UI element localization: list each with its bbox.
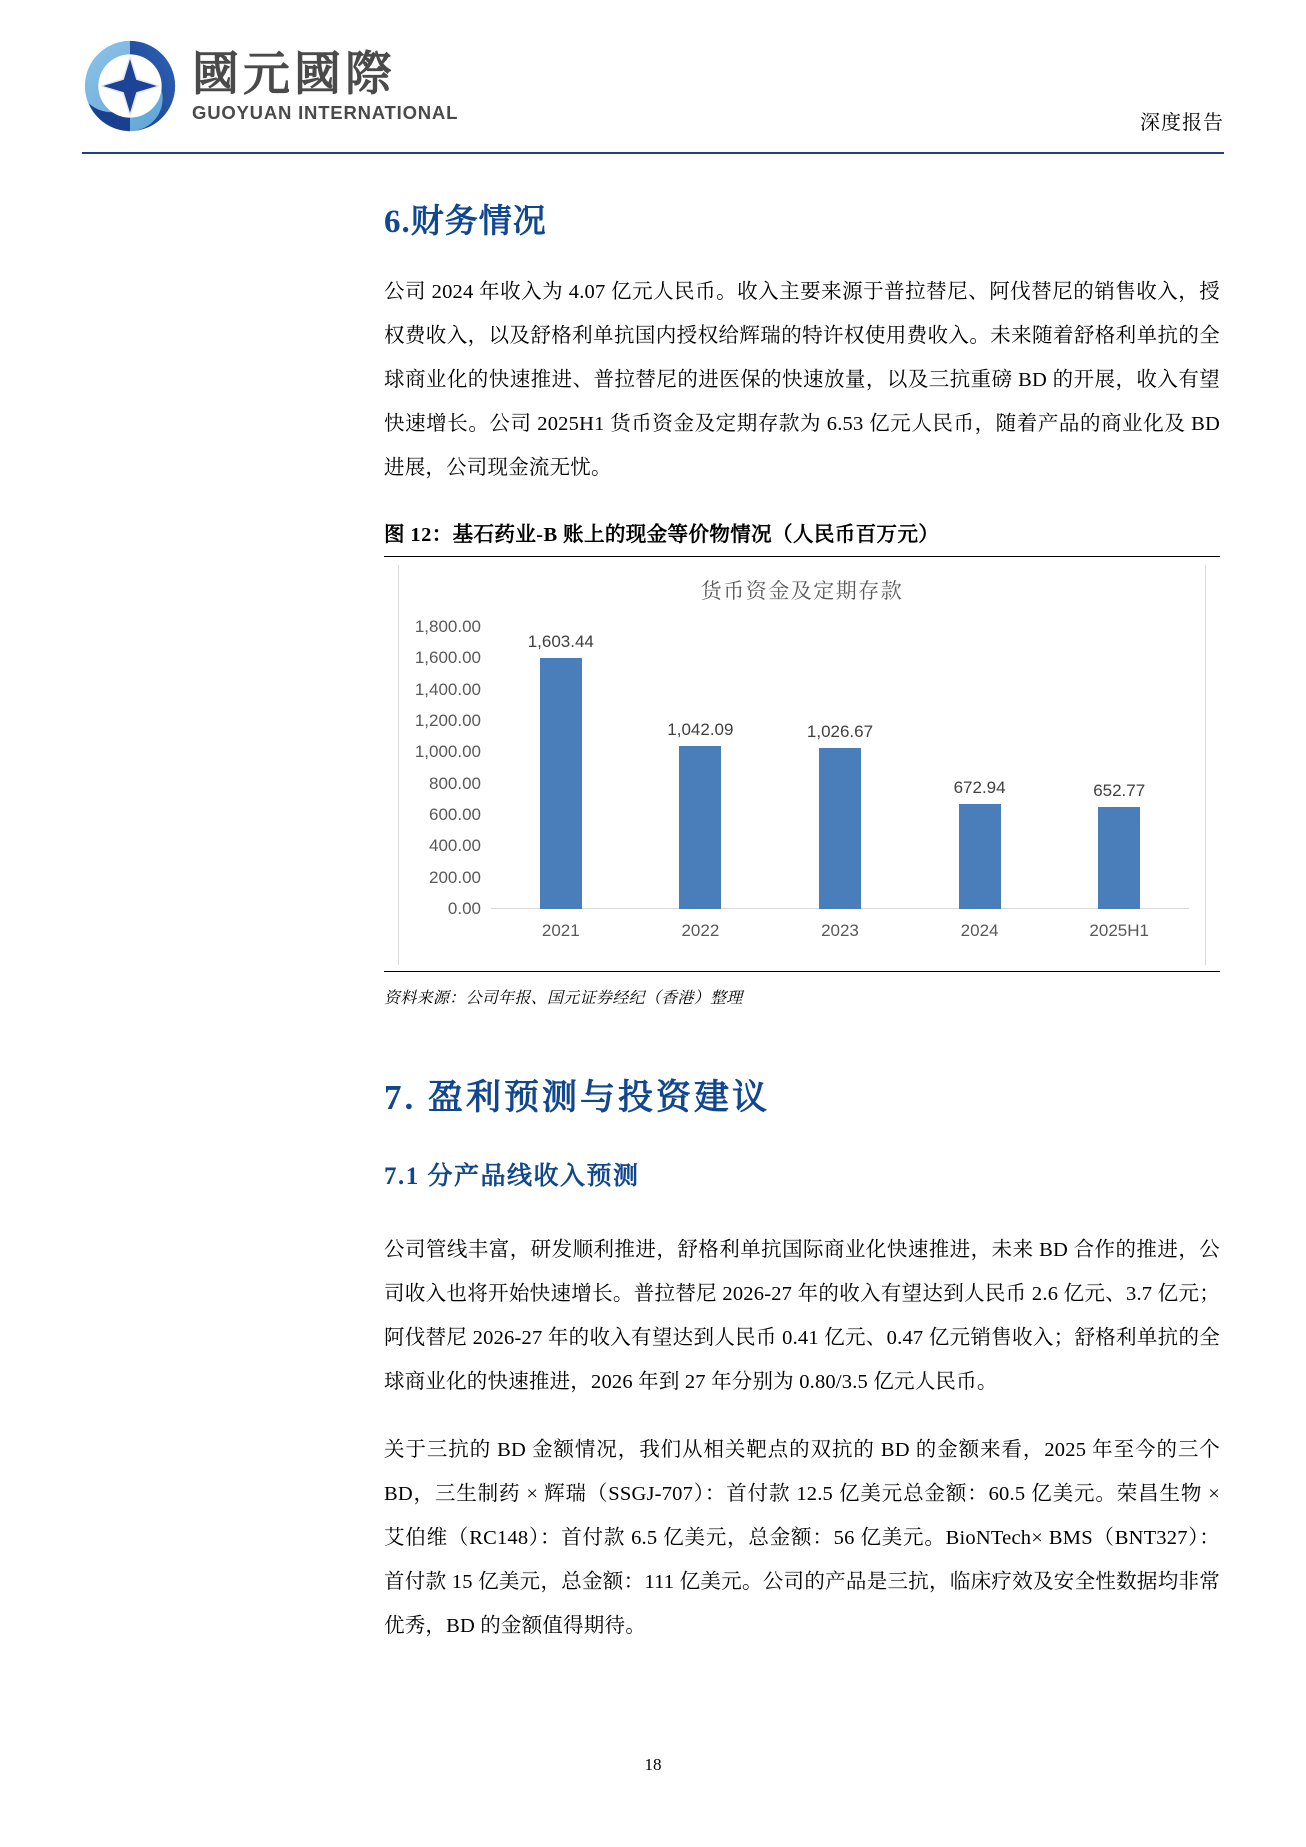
- document-body: [384, 0, 1220, 1648]
- section-7-1-paragraph-1: 公司管线丰富，研发顺利推进，舒格利单抗国际商业化快速推进，未来 BD 合作的推进，公司收入也将开始快速增长。普拉替尼 2026-27 年的收入有望达到人民币 2.6 亿元、3.7 亿元；阿伐替尼 2026-27 年的收入有望达到人民币 0.41 亿元、0.47 亿元销售收入；舒格利单抗的全球商业化的快速推进，2026 年到 27 年分别为 0.80/3.5 亿元人民币。: [384, 1239, 1220, 1393]
- chart-bar-value-label: 1,042.09: [667, 719, 734, 739]
- figure-12-box: [384, 556, 1220, 972]
- chart-y-tick: 1,800.00: [414, 617, 481, 636]
- chart-y-tick: 400.00: [429, 836, 481, 856]
- chart-title: 货币资金及定期存款: [700, 580, 904, 603]
- section-6-paragraph-1: 公司 2024 年收入为 4.07 亿元人民币。收入主要来源于普拉替尼、阿伐替尼的销售收入，授权费收入，以及舒格利单抗国内授权给辉瑞的特许权使用费收入。未来随着舒格利单抗的全球商业化的快速推进、普拉替尼的进医保的快速放量，以及三抗重磅 BD 的开展，收入有望快速增长。公司 2025H1 货币资金及定期存款为 6.53 亿元人民币，随着产品的商业化及 BD 进展，公司现金流无忧。: [384, 281, 1220, 479]
- logo-text-cn: 國元國際: [192, 46, 396, 100]
- chart-y-tick: 1,000.00: [414, 742, 481, 762]
- chart-x-tick: 2022: [681, 921, 720, 940]
- chart-bar: [540, 658, 582, 909]
- chart-bar: [679, 746, 721, 909]
- chart-bar: [819, 748, 861, 909]
- chart-bar-value-label: 1,026.67: [806, 722, 874, 742]
- section-6-heading: 6.财务情况: [384, 204, 547, 240]
- chart-bar-group: [491, 627, 631, 940]
- chart-x-tick: 2021: [541, 921, 580, 940]
- chart-bar-group: [631, 627, 771, 940]
- chart-x-tick: 2025H1: [1089, 921, 1149, 940]
- section-7-1-heading: 7.1 分产品线收入预测: [384, 1163, 640, 1190]
- logo-text-en: GUOYUAN INTERNATIONAL: [192, 101, 459, 123]
- chart-bar: [1098, 807, 1140, 909]
- chart-y-tick: 1,600.00: [414, 648, 481, 668]
- guoyuan-logo-icon: [82, 38, 178, 134]
- chart-bar-value-label: 1,603.44: [527, 631, 594, 651]
- chart-x-tick: 2023: [821, 921, 859, 940]
- chart-y-tick: 1,200.00: [414, 711, 481, 730]
- chart-bar-value-label: 672.94: [953, 777, 1006, 797]
- chart-y-tick: 200.00: [429, 867, 481, 887]
- chart-y-tick: 1,400.00: [414, 679, 481, 699]
- cash-equivalents-bar-chart: [398, 565, 1206, 965]
- section-7-1-paragraph-2: 关于三抗的 BD 金额情况，我们从相关靶点的双抗的 BD 的金额来看，2025 年至今的三个 BD，三生制药 × 辉瑞（SSGJ-707）：首付款 12.5 亿美元总金额：60.5 亿美元。荣昌生物 × 艾伯维（RC148）：首付款 6.5 亿美元，总金额：56 亿美元。BioNTech× BMS（BNT327）：首付款 15 亿美元，总金额：111 亿美元。公司的产品是三抗，临床疗效及安全性数据均非常优秀，BD 的金额值得期待。: [384, 1439, 1220, 1637]
- chart-x-tick: 2024: [960, 921, 999, 940]
- page-number: 18: [644, 1755, 662, 1774]
- chart-bar-value-label: 652.77: [1093, 780, 1146, 800]
- section-7-heading: 7. 盈利预测与投资建议: [384, 1078, 771, 1117]
- chart-y-tick: 600.00: [429, 805, 481, 824]
- chart-bar: [959, 804, 1001, 909]
- chart-y-tick: 800.00: [429, 773, 481, 793]
- chart-plot-area: [414, 617, 1189, 940]
- figure-12-source: 资料来源：公司年报、国元证券经纪（香港）整理: [384, 990, 743, 1007]
- figure-12-caption: 图 12：基石药业-B 账上的现金等价物情况（人民币百万元）: [384, 524, 940, 546]
- chart-bar-group: [910, 627, 1050, 940]
- chart-bar-group: [1049, 627, 1189, 940]
- document-type-label: 深度报告: [1140, 112, 1224, 134]
- chart-bar-group: [770, 627, 910, 940]
- chart-y-tick: 0.00: [447, 899, 481, 918]
